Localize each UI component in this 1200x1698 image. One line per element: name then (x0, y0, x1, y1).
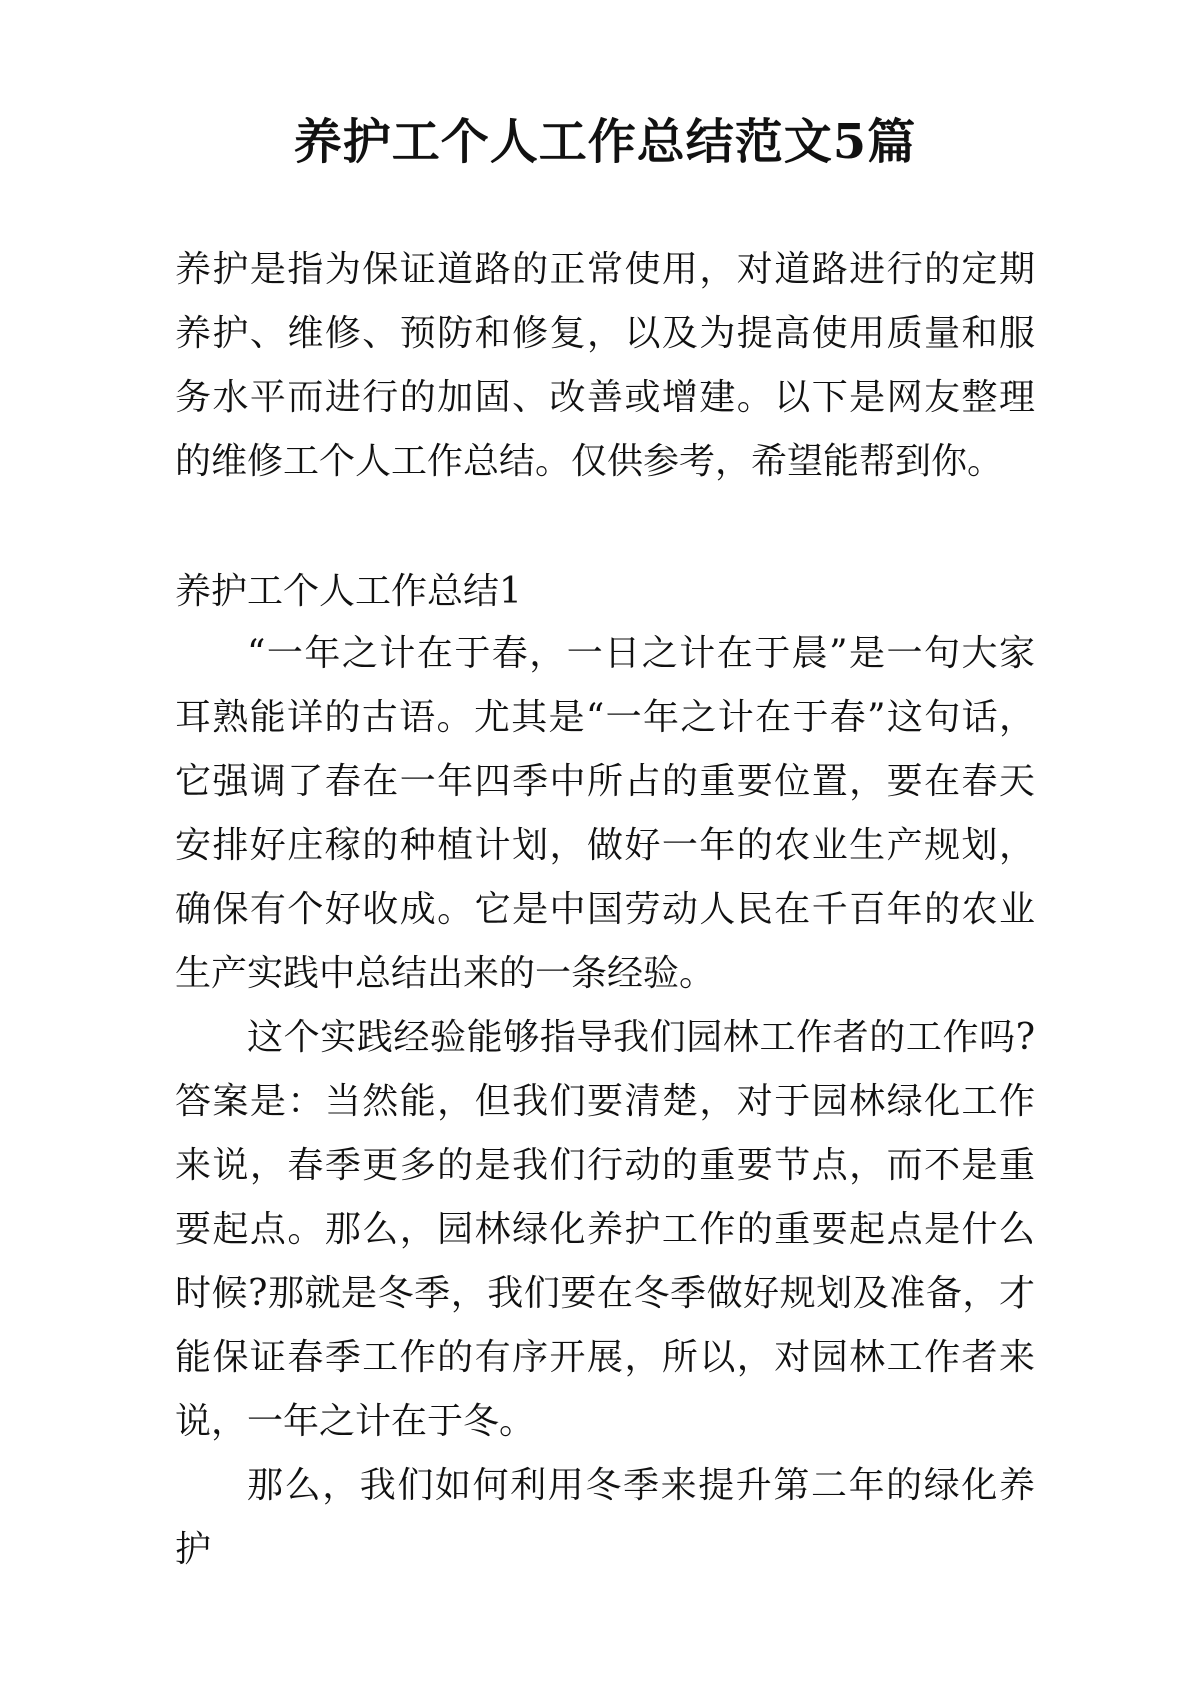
body-paragraph-3: 那么，我们如何利用冬季来提升第二年的绿化养护 (175, 1465, 1035, 1570)
intro-paragraph: 养护是指为保证道路的正常使用，对道路进行的定期养护、维修、预防和修复，以及为提高使用质量和服务水平而进行的加固、改善或增建。以下是网友整理的维修工个人工作总结。仅供参考，希望能帮到你。 (175, 249, 1035, 482)
section-body (175, 622, 1035, 1582)
body-paragraph-1: “一年之计在于春，一日之计在于晨”是一句大家耳熟能详的古语。尤其是“一年之计在于春”这句话，它强调了春在一年四季中所占的重要位置，要在春天安排好庄稼的种植计划，做好一年的农业生产规划，确保有个好收成。它是中国劳动人民在千百年的农业生产实践中总结出来的一条经验。 (175, 633, 1035, 994)
section-heading: 养护工个人工作总结1 (175, 571, 522, 612)
document-page (175, 0, 1035, 1698)
document-title: 养护工个人工作总结范文5篇 (293, 114, 917, 170)
body-paragraph-2: 这个实践经验能够指导我们园林工作者的工作吗?答案是：当然能，但我们要清楚，对于园林绿化工作来说，春季更多的是我们行动的重要节点，而不是重要起点。那么，园林绿化养护工作的重要起点是什么时候?那就是冬季，我们要在冬季做好规划及准备，才能保证春季工作的有序开展，所以，对园林工作者来说，一年之计在于冬。 (175, 1017, 1035, 1442)
